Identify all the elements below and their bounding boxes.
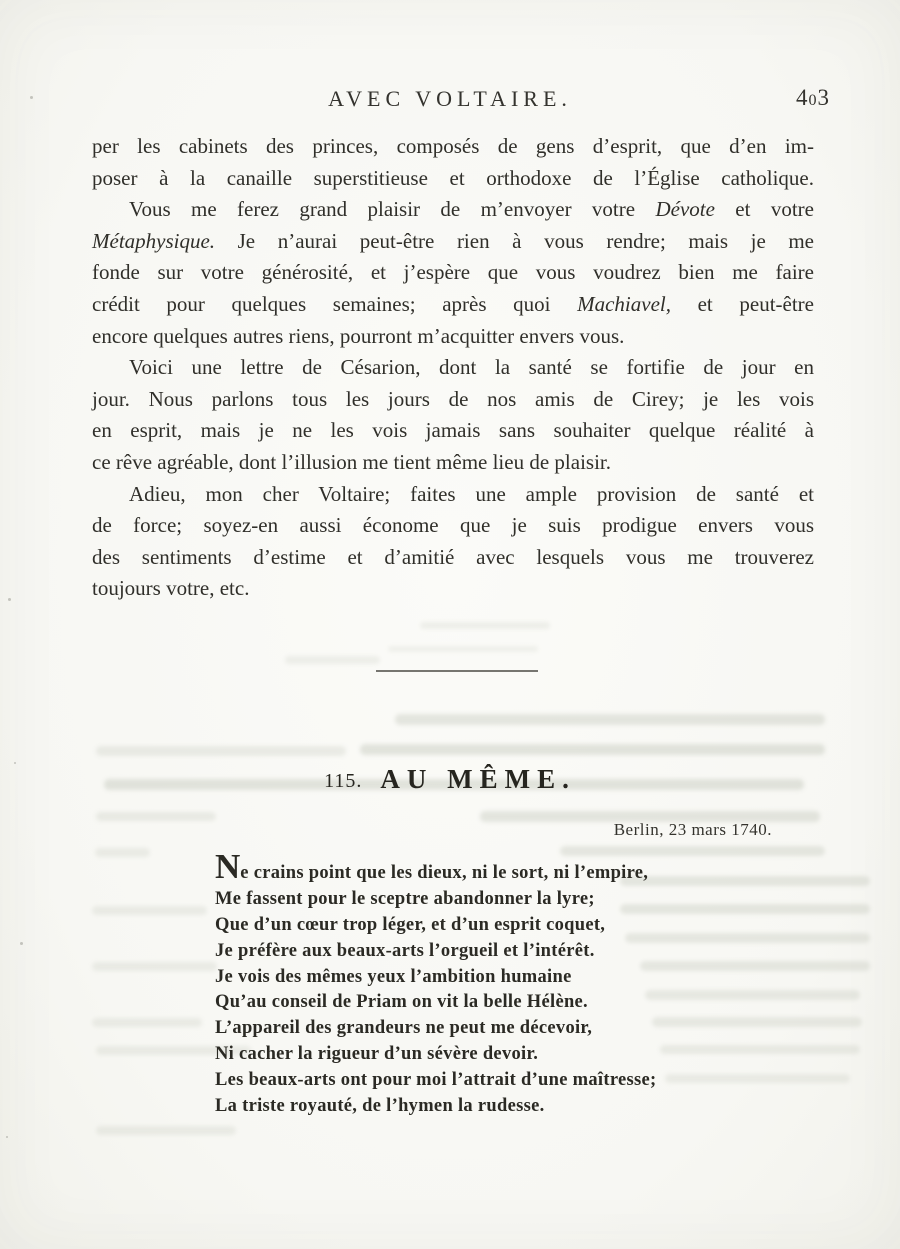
text-line: toujours votre, etc. xyxy=(92,576,250,601)
poem-line: Les beaux-arts ont pour moi l’attrait d’une maîtresse; xyxy=(215,1070,657,1091)
bleedthrough-stroke xyxy=(395,714,825,725)
text-line: crédit pour quelques semaines; après quoi Machiavel, et peut-être xyxy=(92,291,814,316)
poem-line: Me fassent pour le sceptre abandonner la lyre; xyxy=(215,888,595,909)
bleedthrough-stroke xyxy=(92,1018,202,1027)
poem-line: La triste royauté, de l’hymen la rudesse. xyxy=(215,1096,545,1117)
bleedthrough-stroke xyxy=(625,933,870,943)
poem-line: Que d’un cœur trop léger, et d’un esprit coquet, xyxy=(215,914,606,935)
poem-line: Ni cacher la rigueur d’un sévère devoir. xyxy=(215,1044,539,1065)
bleedthrough-stroke xyxy=(95,848,150,857)
scan-speck xyxy=(6,1136,8,1138)
bleedthrough-stroke xyxy=(92,906,207,915)
text-line: en esprit, mais je ne les vois jamais sans souhaiter quelque réalité à xyxy=(92,418,814,443)
initial-capital: N xyxy=(215,847,241,886)
bleedthrough-stroke xyxy=(640,961,870,971)
text-line: Adieu, mon cher Voltaire; faites une ample provision de santé et xyxy=(129,481,814,506)
section-divider xyxy=(376,670,538,672)
text-line: poser à la canaille superstitieuse et orthodoxe de l’Église catholique. xyxy=(92,165,814,190)
poem-line: Je préfère aux beaux-arts l’orgueil et l’intérêt. xyxy=(215,940,595,961)
letter-114-body xyxy=(92,131,814,605)
bleedthrough-stroke xyxy=(388,646,538,652)
bleedthrough-stroke xyxy=(620,904,870,914)
text-line: jour. Nous parlons tous les jours de nos amis de Cirey; je les vois xyxy=(92,386,814,411)
bleedthrough-stroke xyxy=(96,812,216,821)
poem-line: L’appareil des grandeurs ne peut me décevoir, xyxy=(215,1018,593,1039)
text-line: de force; soyez-en aussi économe que je suis prodigue envers vous xyxy=(92,513,814,538)
bleedthrough-stroke xyxy=(660,1045,860,1054)
bleedthrough-stroke xyxy=(92,962,217,971)
text-line: encore quelques autres riens, pourront m’acquitter envers vous. xyxy=(92,323,625,348)
text-line: ce rêve agréable, dont l’illusion me tient même lieu de plaisir. xyxy=(92,449,611,474)
bleedthrough-stroke xyxy=(360,744,825,755)
poem-line: Ne crains point que les dieux, ni le sort, ni l’empire, xyxy=(215,847,649,886)
letter-number: 115. xyxy=(324,770,363,792)
bleedthrough-stroke xyxy=(665,1074,850,1083)
bleedthrough-stroke xyxy=(96,1126,236,1135)
text-line: fonde sur votre générosité, et j’espère que vous voudrez bien me faire xyxy=(92,260,814,285)
dateline: Berlin, 23 mars 1740. xyxy=(613,820,772,839)
bleedthrough-stroke xyxy=(652,1017,862,1027)
poem xyxy=(215,847,657,1120)
text-line: Voici une lettre de Césarion, dont la santé se fortifie de jour en xyxy=(129,355,814,380)
letter-115-heading xyxy=(0,764,900,795)
bleedthrough-stroke xyxy=(560,846,825,856)
bleedthrough-stroke xyxy=(620,876,870,886)
page-number: 403 xyxy=(795,85,830,110)
scan-speck xyxy=(20,942,23,945)
bleedthrough-stroke xyxy=(285,656,380,664)
bleedthrough-stroke xyxy=(645,990,860,1000)
poem-line: Je vois des mêmes yeux l’ambition humaine xyxy=(215,966,572,987)
text-line: per les cabinets des princes, composés de gens d’esprit, que d’en im- xyxy=(92,134,814,158)
page-header xyxy=(0,86,900,118)
text-line: des sentiments d’estime et d’amitié avec lesquels vous me trouverez xyxy=(92,544,814,569)
text-line: Métaphysique. Je n’aurai peut-être rien à vous rendre; mais je me xyxy=(92,228,814,253)
poem-line: Qu’au conseil de Priam on vit la belle Hélène. xyxy=(215,992,588,1013)
bleedthrough-stroke xyxy=(96,746,346,756)
scan-speck xyxy=(8,598,11,601)
bleedthrough-stroke xyxy=(420,622,550,629)
letter-title: AU MÊME. xyxy=(380,764,576,794)
text-line: Vous me ferez grand plaisir de m’envoyer votre Dévote et votre xyxy=(129,197,814,222)
running-title: AVEC VOLTAIRE. xyxy=(328,86,572,111)
